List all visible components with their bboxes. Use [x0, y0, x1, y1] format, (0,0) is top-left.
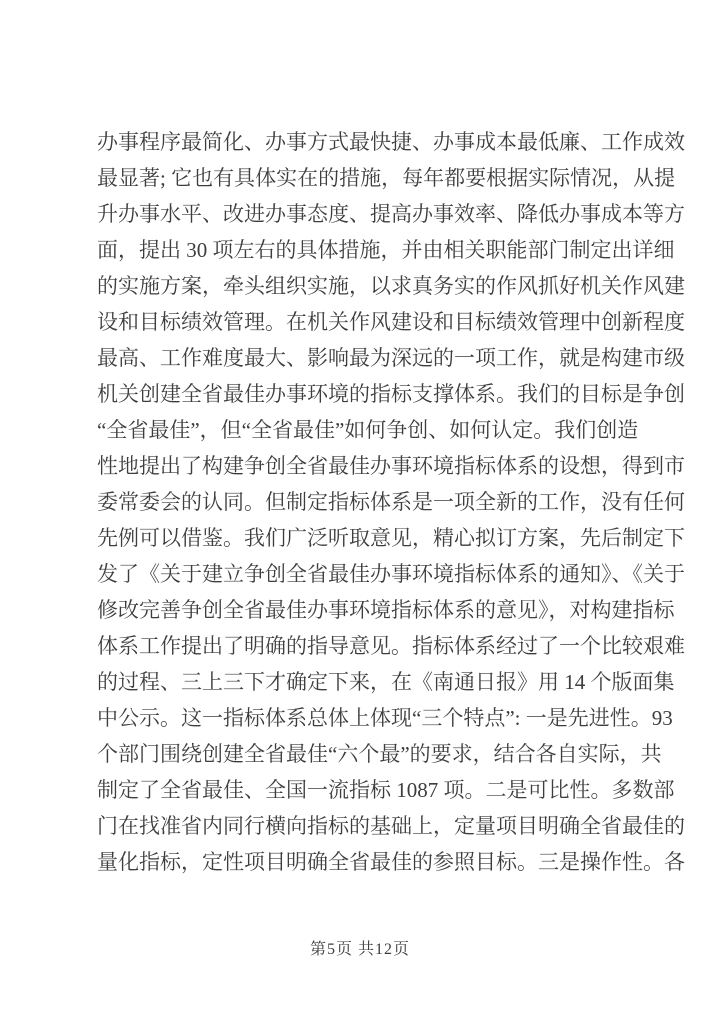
page-indicator: 第5页 共12页 — [309, 941, 410, 958]
text-line: 修改完善争创全省最佳办事环境指标体系的意见》，对构建指标 — [97, 598, 675, 622]
text-line: 办事程序最简化、办事方式最快捷、办事成本最低廉、工作成效 — [97, 130, 685, 154]
text-line: 机关创建全省最佳办事环境的指标支撑体系。我们的目标是争创 — [97, 382, 685, 406]
text-line: 门在找准省内同行横向指标的基础上，定量项目明确全省最佳的 — [97, 814, 685, 838]
text-line: 升办事水平、改进办事态度、提高办事效率、降低办事成本等方 — [97, 202, 685, 226]
text-line: 性地提出了构建争创全省最佳办事环境指标体系的设想，得到市 — [97, 454, 685, 478]
text-line: 最高、工作难度最大、影响最为深远的一项工作，就是构建市级 — [97, 346, 685, 370]
text-line: 最显著; 它也有具体实在的措施，每年都要根据实际情况，从提 — [97, 166, 676, 190]
text-line: 量化指标，定性项目明确全省最佳的参照目标。三是操作性。各 — [97, 850, 685, 874]
text-line: “全省最佳”，但“全省最佳”如何争创、如何认定。我们创造 — [97, 418, 639, 442]
text-line: 委常委会的认同。但制定指标体系是一项全新的工作，没有任何 — [97, 490, 685, 514]
text-line: 先例可以借鉴。我们广泛听取意见，精心拟订方案，先后制定下 — [97, 526, 685, 550]
text-line: 面，提出 30 项左右的具体措施，并由相关职能部门制定出详细 — [97, 238, 675, 262]
text-line: 的过程、三上三下才确定下来，在《南通日报》用 14 个版面集 — [97, 670, 675, 694]
text-line: 制定了全省最佳、全国一流指标 1087 项。二是可比性。多数部 — [97, 778, 675, 802]
text-line: 的实施方案，牵头组织实施，以求真务实的作风抓好机关作风建 — [97, 274, 685, 298]
text-line: 体系工作提出了明确的指导意见。指标体系经过了一个比较艰难 — [97, 634, 685, 658]
text-line: 设和目标绩效管理。在机关作风建设和目标绩效管理中创新程度 — [97, 310, 685, 334]
body-text-block — [97, 124, 685, 880]
text-line: 发了《关于建立争创全省最佳办事环境指标体系的通知》、《关于 — [97, 562, 685, 586]
text-line: 中公示。这一指标体系总体上体现“三个特点”: 一是先进性。93 — [97, 706, 673, 730]
text-line: 个部门围绕创建全省最佳“六个最”的要求，结合各自实际，共 — [97, 742, 662, 766]
page-number-footer — [0, 936, 720, 959]
